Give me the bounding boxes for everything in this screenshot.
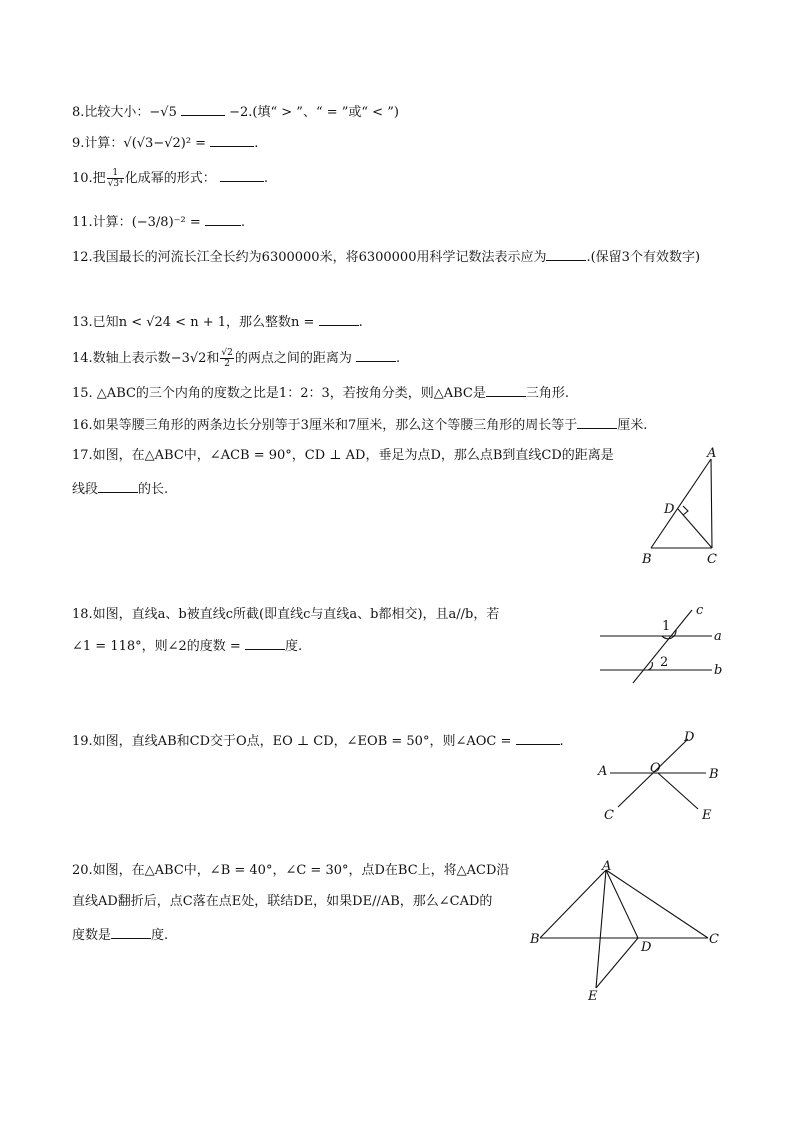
- question-12: [72, 246, 712, 270]
- q14-prefix: 14.数轴上表示数: [72, 351, 171, 366]
- label-c: c: [696, 603, 704, 618]
- label-d: D: [641, 940, 652, 955]
- question-17-line-2: [72, 480, 168, 499]
- q15-text-end: 三角形.: [525, 386, 570, 401]
- q10-period: .: [263, 171, 269, 186]
- q20-text-1: 20.如图，在△ABC中，∠B = 40°，∠C = 30°，点D在BC上，将△ACD沿: [72, 863, 510, 878]
- q17-text-a: 线段: [72, 482, 99, 497]
- q14-fraction: [220, 348, 233, 369]
- q14-expr1: −3√2: [170, 351, 207, 366]
- q11-prefix: 11.计算：: [72, 215, 132, 230]
- q20-text-3a: 度数是: [72, 928, 112, 943]
- label-b: B: [642, 552, 652, 567]
- question-19: [72, 732, 564, 751]
- q19-text: 19.如图，直线AB和CD交于O点，EO ⊥ CD，∠EOB = 50°，则∠AOC =: [72, 734, 512, 749]
- q10-prefix: 10.把: [72, 171, 106, 186]
- q13-mid: ，那么整数: [226, 315, 292, 330]
- label-b: B: [530, 932, 540, 947]
- angle-2-label: 2: [660, 655, 669, 670]
- q10-fraction: [107, 168, 124, 189]
- q20-text-3b: 度.: [151, 928, 169, 943]
- answer-blank[interactable]: [220, 169, 264, 182]
- triangle-abc-figure: [636, 443, 736, 573]
- q18-text: 18.如图，直线a、b被直线c所截(即直线c与直线a、b都相交)，且a//b，若: [72, 607, 500, 622]
- q14-text: 的两点之间的距离为: [234, 351, 352, 366]
- answer-blank[interactable]: [181, 103, 225, 116]
- q16-text-end: 厘米.: [617, 418, 648, 433]
- angle-1-label: 1: [662, 619, 671, 634]
- label-a: A: [707, 446, 717, 461]
- q12-text: 12.我国最长的河流长江全长约为6300000米，将6300000用科学记数法表示应为: [72, 250, 547, 265]
- label-d: D: [664, 502, 675, 517]
- right-angle-mark: [683, 506, 688, 515]
- q13-period: .: [358, 315, 363, 330]
- fraction-denominator: √3⁴: [107, 179, 123, 189]
- question-8: [72, 103, 399, 122]
- q16-text: 16.如果等腰三角形的两条边长分别等于3厘米和7厘米，那么这个等腰三角形的周长等于: [72, 418, 578, 433]
- label-b: B: [709, 767, 719, 782]
- question-18-line-2: [72, 637, 302, 656]
- folded-triangle-figure: [524, 858, 724, 1008]
- answer-blank[interactable]: [546, 248, 586, 261]
- label-c: C: [707, 552, 717, 567]
- q17-text: 17.如图，在△ABC中，∠ACB = 90°，CD ⊥ AD，垂足为点D，那么点B到直线CD的距离是: [72, 448, 614, 463]
- question-20-line-3: [72, 926, 168, 945]
- question-13: [72, 313, 363, 332]
- segment-ae: [596, 870, 606, 988]
- label-a: a: [714, 629, 722, 644]
- q17-text-b: 的长.: [138, 482, 169, 497]
- fraction-numerator: √2: [221, 348, 233, 358]
- question-20-line-1: [72, 862, 509, 880]
- side-ab: [540, 870, 606, 938]
- q12-text-end: .(保留3个有效数字): [586, 250, 701, 265]
- q11-period: .: [240, 215, 246, 230]
- answer-blank[interactable]: [210, 134, 254, 147]
- q20-text-2: 直线AD翻折后，点C落在点E处，联结DE，如果DE//AB，那么∠CAD的: [72, 894, 493, 909]
- label-c: C: [604, 808, 614, 823]
- side-ab: [651, 459, 711, 548]
- fraction-denominator: 2: [224, 359, 231, 369]
- answer-blank[interactable]: [577, 416, 617, 429]
- label-e: E: [588, 989, 598, 1004]
- q9-prefix: 9.计算：: [72, 136, 124, 151]
- label-a: A: [602, 859, 612, 874]
- q8-expr2: −2.(填“ > ”、“ = ”或“ < ”): [229, 105, 399, 120]
- question-20-line-2: [72, 893, 492, 911]
- q11-expr: (−3/8)⁻² =: [131, 215, 201, 230]
- q13-inequality: n < √24 < n + 1: [118, 315, 227, 330]
- q14-and: 和: [206, 351, 220, 366]
- answer-blank[interactable]: [486, 384, 526, 397]
- label-e: E: [702, 808, 712, 823]
- q8-expr1: −√5: [149, 105, 177, 120]
- q19-period: .: [559, 734, 564, 749]
- question-18-line-1: [72, 606, 499, 624]
- answer-blank[interactable]: [319, 313, 359, 326]
- answer-blank[interactable]: [98, 480, 138, 493]
- question-10: [72, 168, 268, 189]
- question-9: [72, 134, 258, 153]
- intersecting-lines-figure: [596, 725, 726, 825]
- answer-blank[interactable]: [516, 732, 560, 745]
- question-16: [72, 416, 647, 435]
- parallel-lines-figure: [596, 600, 726, 690]
- q15-text: 15. △ABC的三个内角的度数之比是1：2：3，若按角分类，则△ABC是: [72, 386, 486, 401]
- q9-period: .: [254, 136, 259, 151]
- side-ac: [711, 459, 712, 548]
- answer-blank[interactable]: [205, 213, 241, 226]
- q13-var: n =: [291, 315, 315, 330]
- label-o: O: [650, 761, 661, 776]
- question-15: [72, 384, 569, 403]
- q9-expr: √(√3−√2)² =: [123, 136, 207, 151]
- label-c: C: [709, 932, 719, 947]
- q8-prefix: 8.比较大小：: [72, 105, 150, 120]
- q14-period: .: [396, 351, 401, 366]
- question-14: [72, 348, 400, 369]
- label-d: D: [684, 730, 695, 745]
- label-b: b: [714, 663, 723, 678]
- answer-blank[interactable]: [111, 926, 151, 939]
- answer-blank[interactable]: [356, 349, 396, 362]
- label-a: A: [598, 764, 608, 779]
- q18-text-b: 度.: [284, 639, 303, 654]
- answer-blank[interactable]: [245, 637, 285, 650]
- ray-oe: [658, 773, 698, 809]
- q13-prefix: 13.已知: [72, 315, 119, 330]
- q18-text-a: ∠1 = 118°，则∠2的度数 =: [72, 639, 241, 654]
- fraction-numerator: 1: [107, 168, 124, 179]
- question-17-line-1: [72, 447, 614, 465]
- segment-de: [596, 938, 638, 988]
- q10-text: 化成幂的形式：: [124, 171, 216, 186]
- side-ac: [606, 870, 708, 938]
- question-11: [72, 213, 245, 232]
